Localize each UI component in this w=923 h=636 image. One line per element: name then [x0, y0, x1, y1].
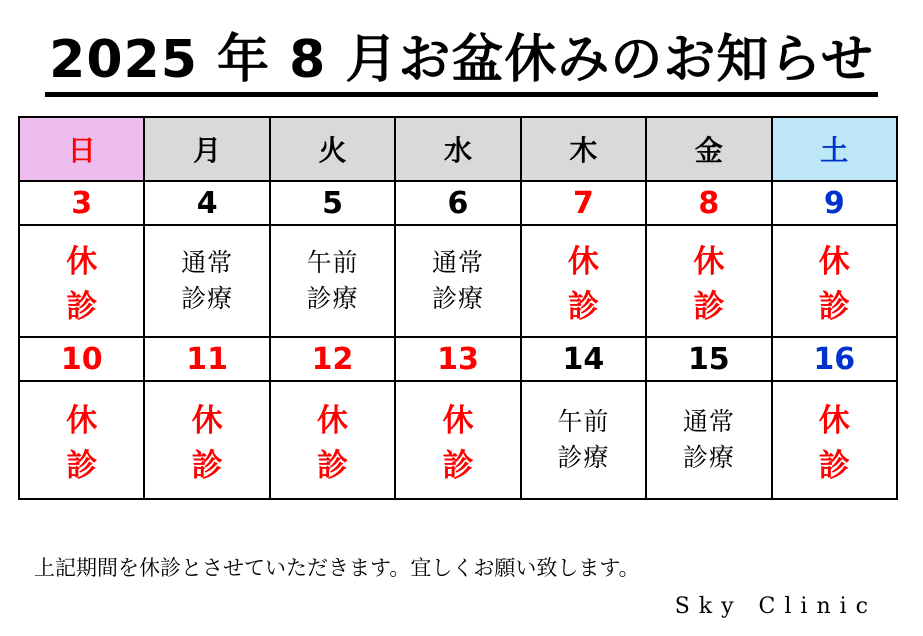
holiday-calendar: [18, 116, 898, 500]
status-cell: [521, 225, 646, 337]
status-cell: [144, 225, 269, 337]
closed-label: 休 診: [191, 403, 237, 484]
clinic-name: Sky Clinic: [674, 594, 877, 619]
weekday-sun: 日: [19, 117, 144, 181]
date-cell: 8: [646, 181, 771, 225]
status-cell: [395, 381, 520, 499]
closed-label: 休 診: [818, 244, 864, 325]
status-cell: [19, 381, 144, 499]
status-line: 通常: [181, 248, 234, 277]
page-title: [0, 22, 923, 98]
open-label: [396, 245, 519, 317]
weekday-fri: 金: [646, 117, 771, 181]
closed-label: 休 診: [818, 403, 864, 484]
status-cell: [646, 381, 771, 499]
closed-label: 休 診: [567, 244, 613, 325]
status-line: 午前: [306, 248, 359, 277]
title-text: 2025 年 8 月お盆休みのお知らせ: [45, 30, 878, 97]
date-cell: 5: [270, 181, 395, 225]
weekday-mon: 月: [144, 117, 269, 181]
status-cell: [270, 381, 395, 499]
weekday-tue: 火: [270, 117, 395, 181]
date-cell: 14: [521, 337, 646, 381]
status-cell: [772, 381, 897, 499]
weekday-thu: 木: [521, 117, 646, 181]
closed-label: 休 診: [442, 403, 488, 484]
closed-label: 休 診: [693, 244, 739, 325]
date-cell: 9: [772, 181, 897, 225]
closed-label: 休 診: [66, 403, 112, 484]
open-label: [271, 245, 394, 317]
status-cell: [646, 225, 771, 337]
status-line: 診療: [431, 284, 484, 313]
weekday-sat: 土: [772, 117, 897, 181]
date-cell: 4: [144, 181, 269, 225]
weekday-wed: 水: [395, 117, 520, 181]
closed-label: 休 診: [317, 403, 363, 484]
status-line: 診療: [306, 284, 359, 313]
week2-date-row: [19, 337, 897, 381]
date-cell: 6: [395, 181, 520, 225]
date-cell: 13: [395, 337, 520, 381]
status-line: 午前: [557, 407, 610, 436]
status-cell: [19, 225, 144, 337]
week1-date-row: [19, 181, 897, 225]
week2-status-row: [19, 381, 897, 499]
date-cell: 16: [772, 337, 897, 381]
status-cell: [395, 225, 520, 337]
date-cell: 12: [270, 337, 395, 381]
week1-status-row: [19, 225, 897, 337]
status-line: 診療: [557, 443, 610, 472]
closed-label: 休 診: [66, 244, 112, 325]
weekday-header-row: [19, 117, 897, 181]
date-cell: 10: [19, 337, 144, 381]
date-cell: 3: [19, 181, 144, 225]
status-line: 診療: [181, 284, 234, 313]
open-label: [145, 245, 268, 317]
status-cell: [521, 381, 646, 499]
status-cell: [270, 225, 395, 337]
date-cell: 15: [646, 337, 771, 381]
status-line: 診療: [682, 443, 735, 472]
date-cell: 7: [521, 181, 646, 225]
status-line: 通常: [682, 407, 735, 436]
date-cell: 11: [144, 337, 269, 381]
open-label: [522, 404, 645, 476]
open-label: [647, 404, 770, 476]
status-cell: [144, 381, 269, 499]
status-cell: [772, 225, 897, 337]
status-line: 通常: [431, 248, 484, 277]
notice-text: 上記期間を休診とさせていただきます。宜しくお願い致します。: [34, 556, 640, 580]
